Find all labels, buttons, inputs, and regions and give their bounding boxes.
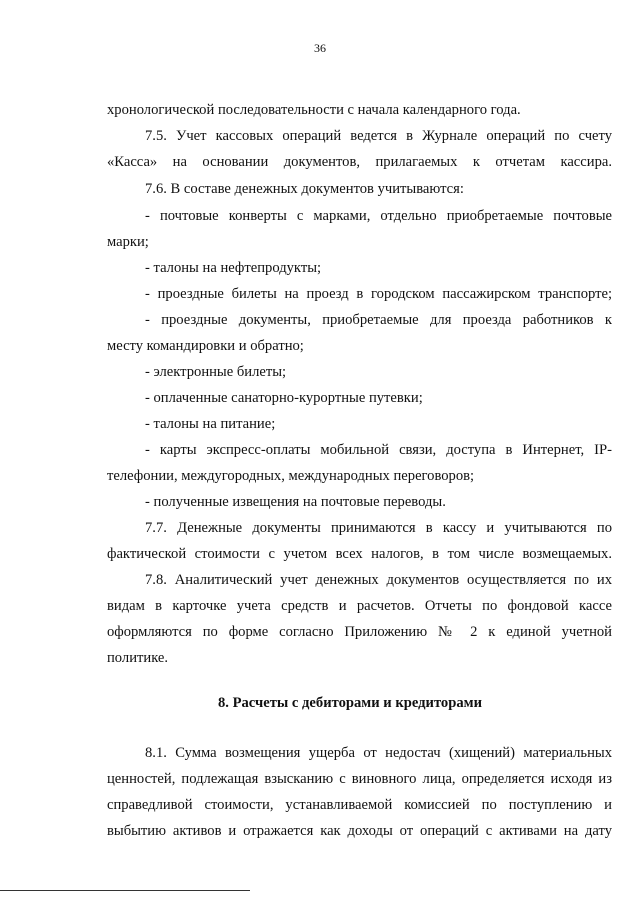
paragraph-line: оформляются по форме согласно Приложению № 2 к единой учетной <box>107 624 612 640</box>
paragraph-line: 7.7. Денежные документы принимаются в кассу и учитываются по <box>145 520 612 536</box>
paragraph-line: видам в карточке учета средств и расчетов. Отчеты по фондовой кассе <box>107 598 612 614</box>
paragraph-line: политике. <box>107 650 169 666</box>
list-item-line: - оплаченные санаторно-курортные путевки; <box>145 390 423 406</box>
list-item-line: - проездные документы, приобретаемые для проезда работников к <box>145 312 612 328</box>
list-item-line: - талоны на питание; <box>145 416 276 432</box>
page-number: 36 <box>314 41 326 55</box>
list-item-line: - талоны на нефтепродукты; <box>145 260 322 276</box>
paragraph-line: фактической стоимости с учетом всех налогов, в том числе возмещаемых. <box>107 546 612 562</box>
paragraph-line: хронологической последовательности с начала календарного года. <box>107 102 521 118</box>
paragraph-line: 8.1. Сумма возмещения ущерба от недостач (хищений) материальных <box>145 745 612 761</box>
paragraph-line: справедливой стоимости, устанавливаемой комиссией по поступлению и <box>107 797 612 813</box>
list-item-line: - полученные извещения на почтовые переводы. <box>145 494 446 510</box>
list-item-line: - электронные билеты; <box>145 364 287 380</box>
paragraph-line: выбытию активов и отражается как доходы от операций с активами на дату <box>107 823 612 839</box>
list-item-line: марки; <box>107 234 149 250</box>
list-item-line: телефонии, междугородных, международных переговоров; <box>107 468 475 484</box>
paragraph-line: «Касса» на основании документов, прилагаемых к отчетам кассира. <box>107 154 612 170</box>
paragraph-line: 7.5. Учет кассовых операций ведется в Журнале операций по счету <box>145 128 612 144</box>
paragraph-line: ценностей, подлежащая взысканию с виновного лица, определяется исходя из <box>107 771 612 787</box>
section-heading: 8. Расчеты с дебиторами и кредиторами <box>218 695 482 711</box>
footnote-divider <box>0 890 250 891</box>
list-item-line: - почтовые конверты с марками, отдельно приобретаемые почтовые <box>145 208 612 224</box>
paragraph-line: 7.6. В составе денежных документов учитываются: <box>145 181 464 197</box>
list-item-line: месту командировки и обратно; <box>107 338 304 354</box>
paragraph-line: 7.8. Аналитический учет денежных документов осуществляется по их <box>145 572 612 588</box>
list-item-line: - карты экспресс-оплаты мобильной связи, доступа в Интернет, IP- <box>145 442 612 458</box>
list-item-line: - проездные билеты на проезд в городском пассажирском транспорте; <box>145 286 612 302</box>
